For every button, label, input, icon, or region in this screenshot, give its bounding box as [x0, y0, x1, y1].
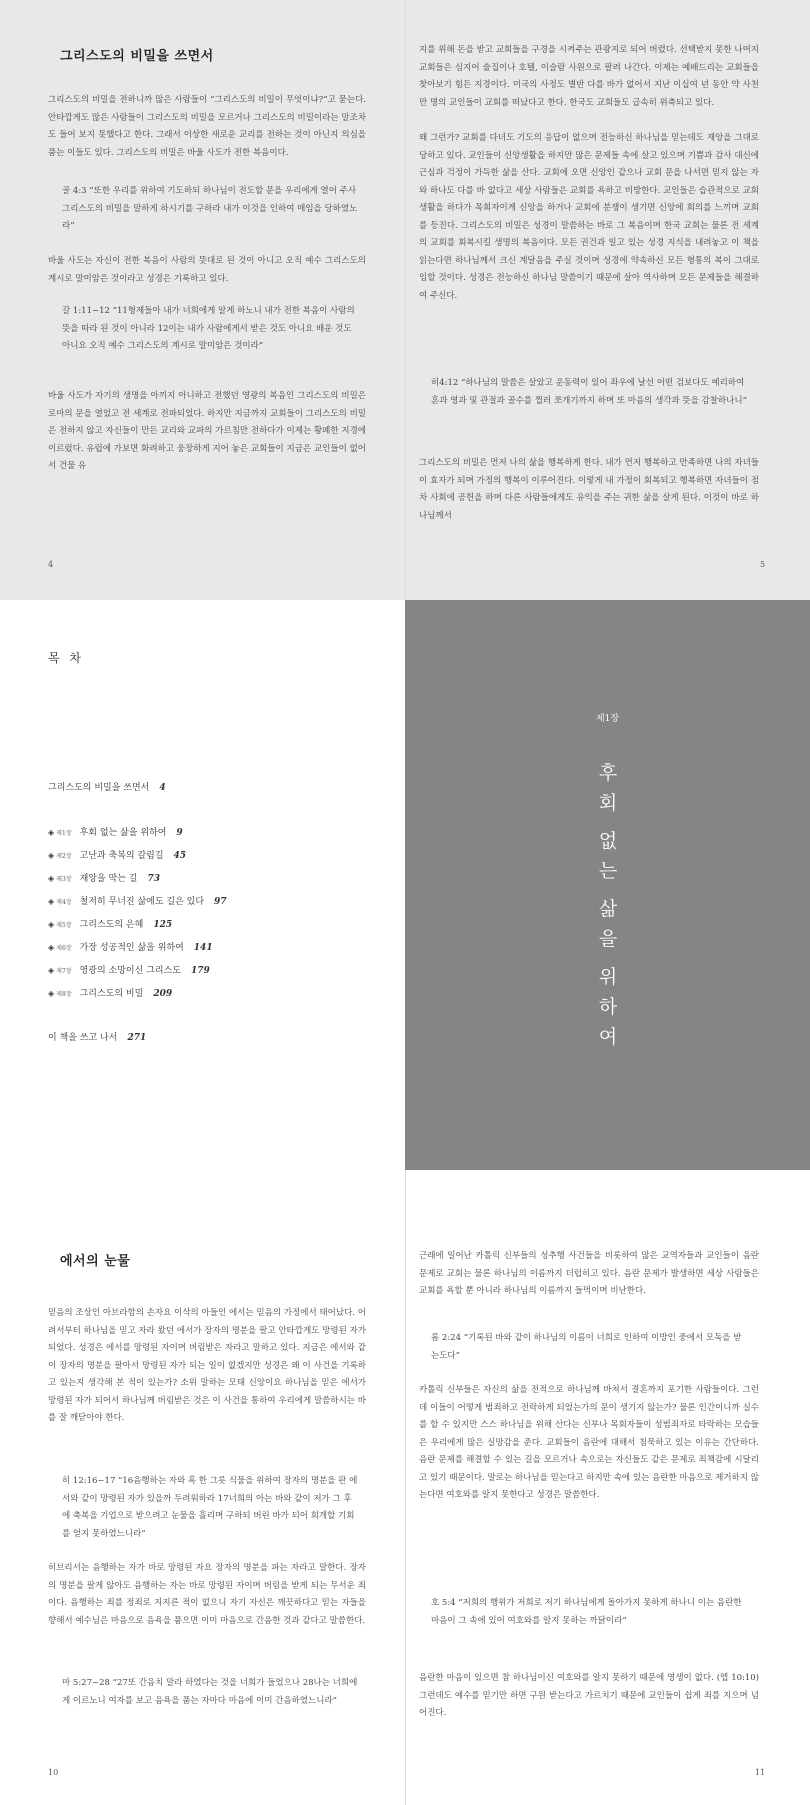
toc-item-chapter-5[interactable]: [48, 917, 172, 930]
toc-heading: 목 차: [48, 651, 84, 665]
toc-label: 고난과 축복의 갈림길: [79, 851, 164, 861]
chapter-number: 제8장: [56, 991, 72, 998]
toc-item-chapter-2[interactable]: [48, 848, 186, 861]
chapter-title-char: 하: [598, 996, 618, 1018]
diamond-bullet-icon: ◈: [48, 851, 55, 860]
diamond-bullet-icon: ◈: [48, 989, 55, 998]
toc-page-number: 271: [127, 1033, 147, 1043]
paragraph: 그리스도의 비밀은 먼저 나의 삶을 행복하게 한다. 내가 먼저 행복하고 만족하면 나의 자녀들이 효자가 되며 가정의 행복이 이루어진다. 이렇게 내 가정이 회복되고 행복하면 자녀들이 점차 사회에 공헌을 하며 다른 사람들에게도 유익을 주는 귀한 삶을 살게 된다. 이것이 바로 하나님께서: [419, 458, 759, 521]
spread-preface: [0, 0, 810, 600]
paragraph: 왜 그런가? 교회를 다녀도 기도의 응답이 없으며 전능하신 하나님을 믿는데도 재앙을 그대로 당하고 있다. 교인들이 신앙생활을 하지만 많은 문제들 속에 살고 있으며 기쁨과 감사 대신에 근심과 걱정이 가득한 삶을 산다. 교회에 오면 신앙인 같으나 교회 문을 나서면 믿지 않는 자와 하나도 다를 바 없다고 세상 사람들은 교회를 욕하고 비방한다. 교인들은 습관적으로 교회생활을 하다가 목회자이게 신앙을 하거나 교회에 분쟁이 생기면 신앙에 회의를 느끼며 교회를 등진다. 그리스도의 비밀은 성경이 말씀하는 바로 그 복음이며 한국 교회는 물론 전 세계의 교회를 회복시킬 생명의 복음이다. 모든 권건과 일고 있는 성경 지식을 내려놓고 이 책을 읽는다면 하나님께서 크신 계달음을 주실 것이며 성경에 약속하신 모든 형통의 복이 그대로 임할 것이다. 성경은 전능하신 하나님 말씀이기 때문에 살아 역사하며 모든 문제들을 해결하여 주신다.: [419, 133, 759, 301]
toc-page-number: 9: [176, 828, 183, 838]
paragraph: 음란한 마음이 있으면 참 하나님이신 여호와를 알지 못하기 때문에 영생이 없다. (엡 10:10) 그런데도 예수를 믿기만 하면 구원 받는다고 가르치기 때문에 교인들이 쉽게 죄를 지으며 넘어진다.: [419, 1673, 759, 1718]
toc-item-chapter-7[interactable]: [48, 963, 210, 976]
diamond-bullet-icon: ◈: [48, 828, 55, 837]
toc-page-number: 73: [147, 874, 160, 884]
page-number: 5: [760, 560, 766, 569]
toc-page: [0, 600, 405, 1170]
toc-item-chapter-4[interactable]: [48, 894, 227, 907]
toc-label: 영광의 소망이신 그리스도: [79, 966, 181, 976]
toc-label: 그리스도의 은혜: [79, 920, 144, 930]
toc-page-number: 209: [153, 989, 173, 999]
chapter-number-label: 제1장: [595, 714, 620, 724]
spread-toc: [0, 600, 810, 1170]
chapter-number: 제2장: [56, 853, 72, 860]
toc-item-intro[interactable]: [48, 780, 166, 793]
diamond-bullet-icon: ◈: [48, 897, 55, 906]
toc-label: 그리스도의 비밀을 쓰면서: [48, 783, 150, 793]
paragraph: 믿음의 조상인 아브라함의 손자요 이삭의 아들인 에서는 믿음의 가정에서 태어났다. 어려서부터 하나님을 믿고 자라 왔던 에서가 장자의 명분을 팔고 안타깝게도 망령된 자가 되었다. 성경은 에서를 망령된 자이며 버림받은 자라고 말하고 있다. 지금은 에서와 같이 장자의 명분을 팔아서 망령된 자가 되는 일이 없겠지만 성경은 왜 이 사건을 기록하고 있는지 생각해 본 적이 있는가? 소위 말하는 모태 신앙이요 하나님을 믿은 에서가 망령된 자가 되어서 하나님께 버림받은 것은 이 사건을 통하여 우리에게 말씀하시는 바를 잘 깨닫아야 한다.: [48, 1308, 366, 1423]
diamond-bullet-icon: ◈: [48, 966, 55, 975]
toc-label: 재앙을 막는 길: [79, 874, 138, 884]
chapter-title-vertical: [588, 758, 628, 1052]
toc-label: 후회 없는 삶을 위하여: [79, 828, 167, 838]
page-title: 그리스도의 비밀을 쓰면서: [60, 49, 214, 64]
toc-label: 가장 성공적인 삶을 위하여: [79, 943, 184, 953]
section-title: 에서의 눈물: [60, 1254, 131, 1269]
chapter-title-char: 여: [598, 1026, 618, 1048]
toc-page-number: 4: [159, 783, 166, 793]
page-4: [0, 0, 405, 600]
chapter-number: 제6장: [56, 945, 72, 952]
diamond-bullet-icon: ◈: [48, 943, 55, 952]
toc-label: 철저히 무너진 삶에도 길은 있다: [79, 897, 205, 907]
page-11: [405, 1170, 810, 1805]
chapter-number: 제5장: [56, 922, 72, 929]
scripture-quote: 골 4:3 “또한 우리를 위하여 기도하되 하나님이 전도할 문을 우리에게 열어 주사 그리스도의 비밀을 말하게 하시기를 구하라 내가 이것을 인하여 매임을 당하였노라”: [62, 186, 358, 231]
scripture-quote: 마 5:27~28 “27또 간음치 말라 하였다는 것을 너희가 들었으나 28나는 너희에게 이르노니 여자를 보고 음욕을 품는 자마다 마음에 이미 간음하였느니라”: [62, 1678, 358, 1706]
page-number: 10: [48, 1768, 59, 1777]
chapter-title-char: 위: [598, 966, 618, 988]
toc-page-number: 45: [173, 851, 187, 861]
chapter-title-char: 는: [598, 860, 618, 882]
chapter-number: 제7장: [56, 968, 72, 975]
gutter: [405, 1170, 406, 1805]
chapter-number: 제1장: [56, 830, 72, 837]
chapter-title-space: [588, 886, 628, 894]
paragraph: 카톨릭 신부들은 자신의 삶을 전적으로 하나님께 바쳐서 결혼까지 포기한 사람들이다. 그런데 이들이 어떻게 범죄하고 전락하게 되었는가의 문이 생기지 않는가? 물론 인간이니까 실수를 할 수 있지만 스스 하나님을 위해 산다는 신부나 목회자들이 성범죄자로 타락하는 모습들은 우리에게 많은 실망감을 준다. 교회들이 음란에 대해서 침묵하고 있는 이유는 간단하다. 음란 문제를 해결할 수 있는 길을 모르거나 속으로는 자신들도 같은 문제로 죄책감에 시달리고 있기 때문이다. 말로는 하나님을 믿는다고 하지만 속에 있는 음란한 마음으로 제거하지 않는다면 여호와를 알지 못한다고 성경은 말씀한다.: [419, 1385, 759, 1500]
paragraph: 바울 사도가 자기의 생명을 아끼지 아니하고 전했던 영광의 복음인 그리스도의 비밀은 로마의 문을 열었고 전 세계로 전파되었다. 하지만 지금까지 교회들이 그리스도의 비밀은 전하지 않고 자신들이 만든 교리와 교파의 가르침만 전하다가 이제는 황폐한 지경에 이르렀다. 유럽에 가보면 화려하고 웅장하게 지어 놓은 교회들이 지금은 교인들이 없어서 건물 유: [48, 391, 366, 471]
scripture-quote: 히4:12 “하나님의 말씀은 살았고 운동력이 있어 좌우에 날선 어떤 검보다도 예리하여 혼과 영과 및 관절과 골수를 찔러 쪼개기까지 하며 또 마음의 생각과 뜻을 감찰하나니”: [431, 378, 747, 406]
page-number: 4: [48, 560, 54, 569]
toc-page-number: 125: [153, 920, 173, 930]
toc-page-number: 141: [193, 943, 213, 953]
toc-item-chapter-1[interactable]: [48, 825, 183, 838]
chapter-number: 제4장: [56, 899, 72, 906]
paragraph: 그리스도의 비밀을 전하니까 많은 사람들이 “그리스도의 비밀이 무엇이냐?”고 묻는다. 안타깝게도 많은 사람들이 그리스도의 비밀을 모르거나 그리스도의 비밀이라는 말조차도 들어 보지 못했다고 한다. 그래서 이상한 새로운 교리를 전하는 것이 아닌지 의심을 품는 이들도 있다. 그리스도의 비밀은 바울 사도가 전한 복음이다.: [48, 95, 366, 158]
toc-page-number: 97: [214, 897, 227, 907]
chapter-title-char: 삶: [598, 898, 618, 920]
page-5: [405, 0, 810, 600]
paragraph: 히브리서는 음행하는 자가 바로 망령된 자요 장자의 명분을 파는 자라고 말한다. 장자의 명분을 팔게 않아도 음행하는 자는 바로 망령된 자이며 버림을 받게 되는 무서운 죄이다. 음행하는 죄를 정죄로 지지른 적이 없으니 자기 자신은 깨끗하다고 믿는 자들을 향해서 예수님은 마음으로 음욕을 품으면 이미 마음으로 간음한 것과 같다고 말씀한다.: [48, 1563, 366, 1626]
chapter-title-space: [588, 818, 628, 826]
scripture-quote: 히 12:16~17 “16음행하는 자와 혹 한 그릇 식물을 위하여 장자의 명분을 판 에서와 같이 망령된 자가 있을까 두려워하라 17너희의 아는 바와 같이 저가 그 후에 축복을 기업으로 받으려고 눈물을 흘리며 구하되 버린 바가 되어 회개할 기회를 얻지 못하였느니라”: [62, 1476, 358, 1539]
toc-item-chapter-6[interactable]: [48, 940, 213, 953]
toc-label: 이 책을 쓰고 나서: [48, 1033, 118, 1043]
gutter: [405, 0, 406, 600]
scripture-quote: 갈 1:11~12 “11형제들아 내가 너희에게 알게 하노니 내가 전한 복음이 사람의 뜻을 따라 된 것이 아니라 12이는 내가 사람에게서 받은 것도 아니요 배운 것도 아니요 오직 예수 그리스도의 계시로 말미암은 것이라”: [62, 306, 355, 351]
scripture-quote: 호 5:4 “저희의 행위가 저희로 저기 하나님에게 돌아가지 못하게 하나니 이는 음란한 마음이 그 속에 있어 여호와를 알지 못하는 까닭이라”: [431, 1598, 742, 1626]
page-number: 11: [755, 1768, 766, 1777]
paragraph: 지를 위해 돈을 받고 교회들을 구경을 시켜주는 관광지로 되어 버렸다. 선택받지 못한 나머지 교회들은 심지어 술집이나 호텔, 이슬람 사원으로 팔려 나간다. 이제는 예배드리는 교회들을 찾아보기 힘든 지경이다. 미국의 사정도 별반 다를 바가 없어서 지난 이십여 년 동안 약 사천만 명의 교인들이 교회를 떠났다고 한다. 한국도 교회들도 급속히 위축되고 있다.: [419, 45, 759, 108]
scripture-quote: 롬 2:24 “기록된 바와 같이 하나님의 이름이 너희로 인하여 이방인 중에서 모독을 받는도다”: [431, 1333, 742, 1361]
chapter-title-char: 을: [598, 928, 618, 950]
paragraph: 근래에 일어난 카톨릭 신부들의 성추행 사건들을 비롯하여 많은 교역자들과 교인들이 음란 문제로 교회는 물론 하나님의 이름까지 더럽히고 있다. 음란 문제가 발생하면 세상 사람들은 교회를 욕할 뿐 아니라 하나님의 이름까지 들먹이며 비난한다.: [419, 1251, 759, 1296]
toc-page-number: 179: [190, 966, 210, 976]
toc-item-chapter-8[interactable]: [48, 986, 172, 999]
spread-chapter-1: [0, 1170, 810, 1805]
toc-label: 그리스도의 비밀: [79, 989, 144, 999]
toc-item-outro[interactable]: [48, 1030, 146, 1043]
chapter-title-char: 후: [598, 762, 618, 784]
chapter-title-char: 없: [598, 830, 618, 852]
chapter-title-char: 회: [598, 792, 618, 814]
page-10: [0, 1170, 405, 1805]
toc-item-chapter-3[interactable]: [48, 871, 160, 884]
chapter-number: 제3장: [56, 876, 72, 883]
diamond-bullet-icon: ◈: [48, 920, 55, 929]
chapter-cover: [405, 600, 810, 1170]
diamond-bullet-icon: ◈: [48, 874, 55, 883]
chapter-title-space: [588, 954, 628, 962]
paragraph: 바울 사도는 자신이 전한 복음이 사람의 뜻대로 된 것이 아니고 오직 예수 그리스도의 계시로 말미암은 것이라고 성경은 기록하고 있다.: [48, 256, 366, 284]
